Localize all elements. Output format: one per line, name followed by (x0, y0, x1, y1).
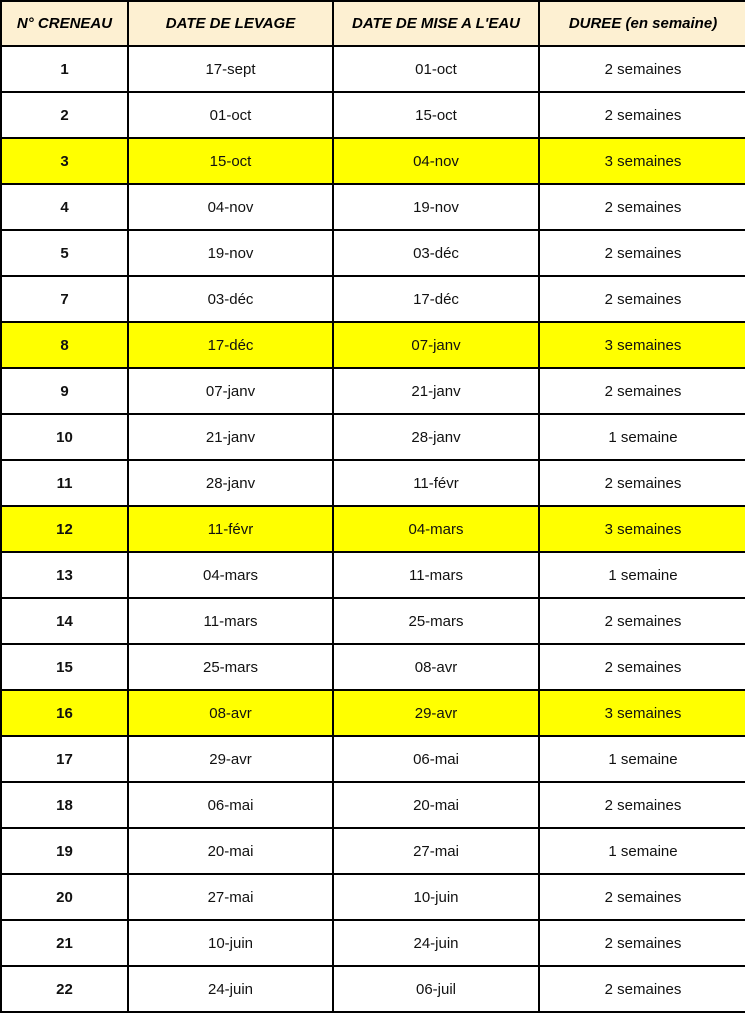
cell-date-levage: 27-mai (128, 874, 333, 920)
header-creneau: N° CRENEAU (1, 1, 128, 46)
cell-duree: 1 semaine (539, 828, 745, 874)
cell-date-levage: 08-avr (128, 690, 333, 736)
table-row (1, 782, 745, 828)
cell-creneau-number: 7 (1, 276, 128, 322)
cell-date-mise-a-l-eau: 01-oct (333, 46, 539, 92)
cell-creneau-number: 2 (1, 92, 128, 138)
cell-date-mise-a-l-eau: 28-janv (333, 414, 539, 460)
cell-creneau-number: 11 (1, 460, 128, 506)
cell-date-levage: 06-mai (128, 782, 333, 828)
table-row (1, 184, 745, 230)
cell-creneau-number: 13 (1, 552, 128, 598)
cell-creneau-number: 22 (1, 966, 128, 1012)
cell-date-mise-a-l-eau: 27-mai (333, 828, 539, 874)
table-row (1, 828, 745, 874)
cell-creneau-number: 1 (1, 46, 128, 92)
cell-duree: 2 semaines (539, 966, 745, 1012)
table-row (1, 966, 745, 1012)
header-date-mise-a-l-eau: DATE DE MISE A L'EAU (333, 1, 539, 46)
table-row (1, 460, 745, 506)
cell-duree: 2 semaines (539, 276, 745, 322)
cell-duree: 2 semaines (539, 368, 745, 414)
cell-date-mise-a-l-eau: 24-juin (333, 920, 539, 966)
header-date-levage: DATE DE LEVAGE (128, 1, 333, 46)
cell-date-levage: 03-déc (128, 276, 333, 322)
table-row (1, 874, 745, 920)
cell-creneau-number: 15 (1, 644, 128, 690)
cell-duree: 2 semaines (539, 184, 745, 230)
table-row (1, 598, 745, 644)
table-body (1, 46, 745, 1012)
cell-duree: 2 semaines (539, 230, 745, 276)
cell-duree: 2 semaines (539, 920, 745, 966)
cell-duree: 2 semaines (539, 92, 745, 138)
cell-duree: 3 semaines (539, 690, 745, 736)
cell-duree: 1 semaine (539, 414, 745, 460)
table-row (1, 920, 745, 966)
cell-duree: 2 semaines (539, 644, 745, 690)
cell-date-mise-a-l-eau: 25-mars (333, 598, 539, 644)
cell-date-mise-a-l-eau: 04-mars (333, 506, 539, 552)
cell-duree: 2 semaines (539, 874, 745, 920)
cell-duree: 2 semaines (539, 782, 745, 828)
table-row (1, 322, 745, 368)
cell-duree: 1 semaine (539, 736, 745, 782)
cell-date-levage: 01-oct (128, 92, 333, 138)
table-row (1, 506, 745, 552)
cell-date-levage: 17-sept (128, 46, 333, 92)
cell-date-levage: 28-janv (128, 460, 333, 506)
cell-duree: 2 semaines (539, 46, 745, 92)
cell-duree: 2 semaines (539, 598, 745, 644)
cell-creneau-number: 16 (1, 690, 128, 736)
table-row (1, 92, 745, 138)
cell-date-mise-a-l-eau: 03-déc (333, 230, 539, 276)
cell-date-levage: 10-juin (128, 920, 333, 966)
table-row (1, 414, 745, 460)
cell-creneau-number: 10 (1, 414, 128, 460)
table-row (1, 736, 745, 782)
cell-creneau-number: 5 (1, 230, 128, 276)
cell-duree: 1 semaine (539, 552, 745, 598)
cell-date-mise-a-l-eau: 11-mars (333, 552, 539, 598)
cell-date-mise-a-l-eau: 19-nov (333, 184, 539, 230)
cell-creneau-number: 4 (1, 184, 128, 230)
cell-date-levage: 25-mars (128, 644, 333, 690)
cell-date-levage: 11-févr (128, 506, 333, 552)
table-row (1, 138, 745, 184)
cell-creneau-number: 19 (1, 828, 128, 874)
cell-date-mise-a-l-eau: 20-mai (333, 782, 539, 828)
cell-date-mise-a-l-eau: 21-janv (333, 368, 539, 414)
cell-date-levage: 17-déc (128, 322, 333, 368)
cell-date-mise-a-l-eau: 08-avr (333, 644, 539, 690)
header-duree: DUREE (en semaine) (539, 1, 745, 46)
cell-date-mise-a-l-eau: 04-nov (333, 138, 539, 184)
cell-date-levage: 20-mai (128, 828, 333, 874)
table-row (1, 644, 745, 690)
cell-date-mise-a-l-eau: 11-févr (333, 460, 539, 506)
cell-creneau-number: 18 (1, 782, 128, 828)
cell-date-levage: 29-avr (128, 736, 333, 782)
cell-date-levage: 04-mars (128, 552, 333, 598)
cell-duree: 3 semaines (539, 322, 745, 368)
cell-duree: 3 semaines (539, 138, 745, 184)
table-row (1, 276, 745, 322)
cell-creneau-number: 8 (1, 322, 128, 368)
cell-date-mise-a-l-eau: 17-déc (333, 276, 539, 322)
header-row (1, 1, 745, 46)
cell-date-mise-a-l-eau: 10-juin (333, 874, 539, 920)
table-row (1, 368, 745, 414)
cell-date-mise-a-l-eau: 06-juil (333, 966, 539, 1012)
cell-creneau-number: 12 (1, 506, 128, 552)
cell-date-mise-a-l-eau: 29-avr (333, 690, 539, 736)
cell-creneau-number: 3 (1, 138, 128, 184)
table-row (1, 552, 745, 598)
table-row (1, 690, 745, 736)
cell-date-mise-a-l-eau: 06-mai (333, 736, 539, 782)
cell-date-mise-a-l-eau: 07-janv (333, 322, 539, 368)
cell-creneau-number: 21 (1, 920, 128, 966)
cell-date-levage: 04-nov (128, 184, 333, 230)
cell-date-levage: 24-juin (128, 966, 333, 1012)
cell-creneau-number: 9 (1, 368, 128, 414)
cell-date-mise-a-l-eau: 15-oct (333, 92, 539, 138)
cell-date-levage: 11-mars (128, 598, 333, 644)
cell-date-levage: 19-nov (128, 230, 333, 276)
cell-creneau-number: 17 (1, 736, 128, 782)
table-row (1, 46, 745, 92)
cell-date-levage: 07-janv (128, 368, 333, 414)
cell-date-levage: 21-janv (128, 414, 333, 460)
table-row (1, 230, 745, 276)
cell-date-levage: 15-oct (128, 138, 333, 184)
cell-creneau-number: 14 (1, 598, 128, 644)
cell-creneau-number: 20 (1, 874, 128, 920)
cell-duree: 3 semaines (539, 506, 745, 552)
cell-duree: 2 semaines (539, 460, 745, 506)
